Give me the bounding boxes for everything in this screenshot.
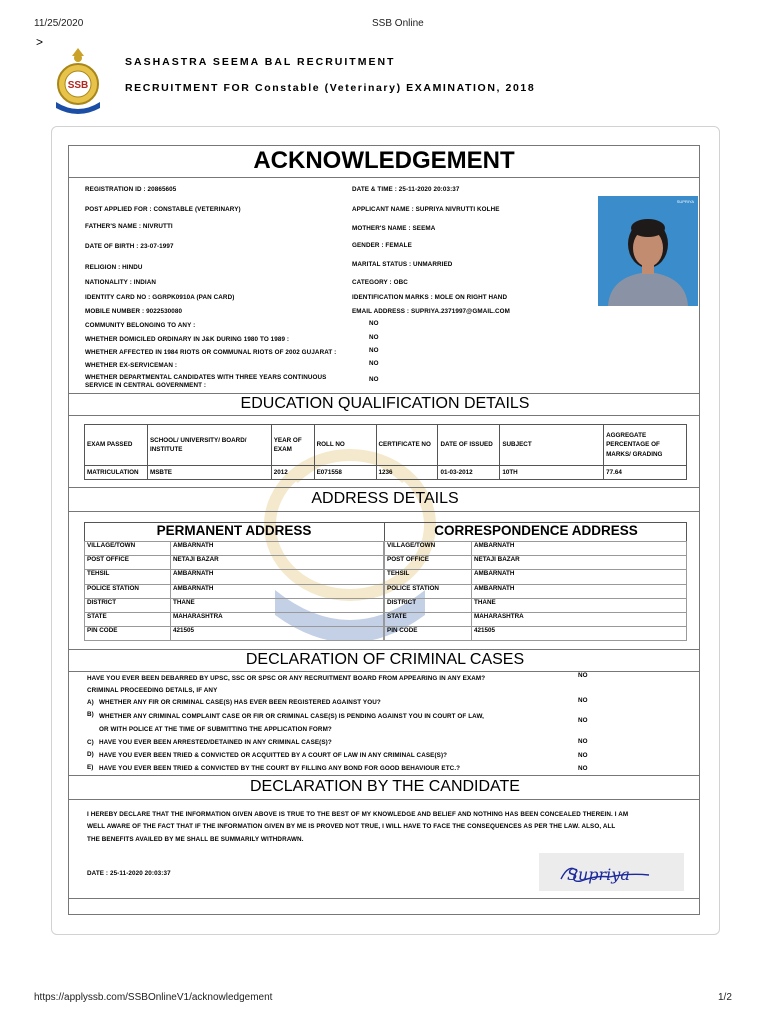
declaration-line2: WELL AWARE OF THE FACT THAT IF THE INFORMATION GIVEN BY ME IS PROVED NOT TRUE, I WILL HAVE TO FACE THE CONSEQUENCES AS PER THE LAW. ALSO, ALL (87, 823, 616, 830)
corr-value: THANE (472, 598, 687, 612)
applicant-name: APPLICANT NAME : SUPRIYA NIVRUTTI KOLHE (352, 206, 500, 213)
ssb-logo-icon (50, 46, 106, 118)
answer-domicile: NO (369, 334, 379, 341)
perm-label: DISTRICT (85, 598, 171, 612)
item-e-key: E) (87, 764, 94, 771)
perm-label: STATE (85, 612, 171, 626)
col-aggregate: AGGREGATE PERCENTAGE OF MARKS/ GRADING (604, 425, 687, 466)
corr-label: PIN CODE (385, 627, 472, 641)
gender: GENDER : FEMALE (352, 242, 412, 249)
religion: RELIGION : HINDU (85, 264, 143, 271)
perm-value: THANE (171, 598, 384, 612)
title-divider (68, 177, 700, 178)
corr-value: NETAJI BAZAR (472, 556, 687, 570)
corr-value: MAHARASHTRA (472, 612, 687, 626)
mobile-number: MOBILE NUMBER : 9022530080 (85, 308, 183, 315)
perm-value: AMBARNATH (171, 584, 384, 598)
signature-text: Supriya (567, 865, 630, 884)
declaration-line3: THE BENEFITS AVAILED BY ME SHALL BE SUMMARILY WITHDRAWN. (87, 836, 304, 843)
question-departmental-line1: WHETHER DEPARTMENTAL CANDIDATES WITH THREE YEARS CONTINUOUS (85, 374, 327, 381)
table-row (85, 542, 384, 556)
item-e-answer: NO (578, 765, 588, 772)
table-row (385, 542, 687, 556)
col-exam-passed: EXAM PASSED (85, 425, 148, 466)
table-row (385, 598, 687, 612)
mother-name: MOTHER'S NAME : SEEMA (352, 225, 436, 232)
item-a-key: A) (87, 699, 94, 706)
correspondence-address-title: CORRESPONDENCE ADDRESS (434, 523, 638, 538)
table-row (85, 598, 384, 612)
question-departmental-line2: SERVICE IN CENTRAL GOVERNMENT : (85, 382, 207, 389)
question-domicile: WHETHER DOMICILED ORDINARY IN J&K DURING 1980 TO 1989 : (85, 336, 290, 343)
date-of-birth: DATE OF BIRTH : 23-07-1997 (85, 243, 174, 250)
education-title: EDUCATION QUALIFICATION DETAILS (240, 395, 530, 412)
corr-label: POST OFFICE (385, 556, 472, 570)
table-row (385, 556, 687, 570)
education-table (84, 424, 687, 480)
corr-label: STATE (385, 612, 472, 626)
question-ex-serviceman: WHETHER EX-SERVICEMAN : (85, 362, 178, 369)
col-roll-no: ROLL NO (314, 425, 376, 466)
perm-value: NETAJI BAZAR (171, 556, 384, 570)
exam-subtitle: RECRUITMENT FOR Constable (Veterinary) EXAMINATION, 2018 (125, 82, 536, 94)
corr-label: DISTRICT (385, 598, 472, 612)
col-certificate: CERTIFICATE NO (376, 425, 438, 466)
table-row (85, 584, 384, 598)
perm-label: POLICE STATION (85, 584, 171, 598)
marital-status: MARITAL STATUS : UNMARRIED (352, 261, 453, 268)
perm-label: POST OFFICE (85, 556, 171, 570)
item-a-text: WHETHER ANY FIR OR CRIMINAL CASE(S) HAS EVER BEEN REGISTERED AGAINST YOU? (99, 699, 381, 706)
cell-date: 01-03-2012 (438, 466, 500, 480)
item-b-text-line1: WHETHER ANY CRIMINAL COMPLAINT CASE OR FIR OR CRIMINAL CASE(S) IS PENDING AGAINST YOU IN COURT OF LAW, (99, 713, 484, 720)
address-title: ADDRESS DETAILS (311, 490, 459, 507)
item-c-key: C) (87, 739, 94, 746)
signature-image (539, 853, 684, 891)
print-title: SSB Online (372, 18, 424, 29)
print-page-number: 1/2 (718, 992, 732, 1003)
item-b-answer: NO (578, 717, 588, 724)
education-divider-top (68, 393, 700, 394)
registration-id: REGISTRATION ID : 20865605 (85, 186, 177, 193)
item-d-key: D) (87, 751, 94, 758)
declaration-divider-bottom (68, 799, 700, 800)
applicant-photo (598, 196, 698, 306)
print-url[interactable]: https://applyssb.com/SSBOnlineV1/acknowledgement (34, 992, 273, 1003)
criminal-title: DECLARATION OF CRIMINAL CASES (245, 651, 525, 668)
org-name: SASHASTRA SEEMA BAL RECRUITMENT (125, 56, 396, 68)
answer-debarred: NO (578, 672, 588, 679)
category: CATEGORY : OBC (352, 279, 408, 286)
post-applied: POST APPLIED FOR : CONSTABLE (VETERINARY) (85, 206, 241, 213)
education-divider-bottom (68, 415, 700, 416)
answer-ex-serviceman: NO (369, 360, 379, 367)
cell-subject: 10TH (500, 466, 604, 480)
correspondence-address-table (384, 541, 687, 641)
education-header-row (85, 425, 687, 466)
declaration-title: DECLARATION BY THE CANDIDATE (250, 778, 520, 795)
col-school: SCHOOL/ UNIVERSITY/ BOARD/ INSTITUTE (147, 425, 271, 466)
corr-value: 421505 (472, 627, 687, 641)
corr-value: AMBARNATH (472, 542, 687, 556)
criminal-details-label: CRIMINAL PROCEEDING DETAILS, IF ANY (87, 687, 218, 694)
table-row (85, 556, 384, 570)
answer-departmental: NO (369, 376, 379, 383)
page-title: ACKNOWLEDGEMENT (253, 147, 515, 174)
question-riots: WHETHER AFFECTED IN 1984 RIOTS OR COMMUNAL RIOTS OF 2002 GUJARAT : (85, 349, 337, 356)
address-divider-bottom (68, 511, 700, 512)
cell-school: MSBTE (147, 466, 271, 480)
address-divider-top (68, 487, 700, 488)
cell-year: 2012 (271, 466, 314, 480)
table-row (85, 570, 384, 584)
corr-value: AMBARNATH (472, 570, 687, 584)
father-name: FATHER'S NAME : NIVRUTTI (85, 223, 173, 230)
table-row (85, 627, 384, 641)
nationality: NATIONALITY : INDIAN (85, 279, 157, 286)
identity-card: IDENTITY CARD NO : GGRPK0910A (PAN CARD) (85, 294, 235, 301)
perm-label: PIN CODE (85, 627, 171, 641)
corr-label: TEHSIL (385, 570, 472, 584)
col-year: YEAR OF EXAM (271, 425, 314, 466)
cell-aggregate: 77.64 (604, 466, 687, 480)
permanent-address-table (84, 541, 384, 641)
cell-certificate: 1236 (376, 466, 438, 480)
cell-roll: E071558 (314, 466, 376, 480)
declaration-divider-top (68, 775, 700, 776)
item-d-answer: NO (578, 752, 588, 759)
item-b-key: B) (87, 711, 94, 718)
email-address: EMAIL ADDRESS : SUPRIYA.2371997@GMAIL.COM (352, 308, 511, 315)
table-row (385, 612, 687, 626)
perm-value: MAHARASHTRA (171, 612, 384, 626)
corr-label: VILLAGE/TOWN (385, 542, 472, 556)
print-date: 11/25/2020 (34, 18, 84, 29)
table-row (85, 612, 384, 626)
corr-value: AMBARNATH (472, 584, 687, 598)
question-debarred: HAVE YOU EVER BEEN DEBARRED BY UPSC, SSC OR SPSC OR ANY RECRUITMENT BOARD FROM APPEARING IN ANY EXAM? (87, 675, 486, 682)
item-e-text: HAVE YOU EVER BEEN TRIED & CONVICTED BY THE COURT BY FILLING ANY BOND FOR GOOD BEHAVIOUR ETC.? (99, 765, 461, 772)
corr-label: POLICE STATION (385, 584, 472, 598)
criminal-divider-bottom (68, 671, 700, 672)
item-b-text-line2: OR WITH POLICE AT THE TIME OF SUBMITTING THE APPLICATION FORM? (99, 726, 332, 733)
logo-lettering: SSB (67, 80, 89, 91)
declaration-line1: I HEREBY DECLARE THAT THE INFORMATION GIVEN ABOVE IS TRUE TO THE BEST OF MY KNOWLEDGE AND BELIEF AND NOTHING HAS BEEN CONCEALED THEREIN. I AM (87, 811, 629, 818)
table-row (385, 627, 687, 641)
perm-label: VILLAGE/TOWN (85, 542, 171, 556)
item-a-answer: NO (578, 697, 588, 704)
table-row (385, 570, 687, 584)
declaration-date: DATE : 25-11-2020 20:03:37 (87, 870, 171, 877)
identification-marks: IDENTIFICATION MARKS : MOLE ON RIGHT HAND (352, 294, 508, 301)
answer-riots: NO (369, 347, 379, 354)
col-date-issued: DATE OF ISSUED (438, 425, 500, 466)
permanent-address-title: PERMANENT ADDRESS (156, 523, 312, 538)
prompt-glyph: > (36, 35, 44, 49)
item-c-text: HAVE YOU EVER BEEN ARRESTED/DETAINED IN ANY CRIMINAL CASE(S)? (99, 739, 332, 746)
table-row (385, 584, 687, 598)
item-c-answer: NO (578, 738, 588, 745)
date-time: DATE & TIME : 25-11-2020 20:03:37 (352, 186, 460, 193)
table-row (85, 466, 687, 480)
criminal-divider-top (68, 649, 700, 650)
perm-value: 421505 (171, 627, 384, 641)
answer-community: NO (369, 320, 379, 327)
col-subject: SUBJECT (500, 425, 604, 466)
perm-label: TEHSIL (85, 570, 171, 584)
perm-value: AMBARNATH (171, 570, 384, 584)
cell-exam: MATRICULATION (85, 466, 148, 480)
perm-value: AMBARNATH (171, 542, 384, 556)
question-community: COMMUNITY BELONGING TO ANY : (85, 322, 196, 329)
photo-caption: SUPRIYA (676, 199, 694, 204)
item-d-text: HAVE YOU EVER BEEN TRIED & CONVICTED OR ACQUITTED BY A COURT OF LAW IN ANY CRIMINAL CASE(S)? (99, 752, 448, 759)
bottom-divider (68, 898, 700, 899)
